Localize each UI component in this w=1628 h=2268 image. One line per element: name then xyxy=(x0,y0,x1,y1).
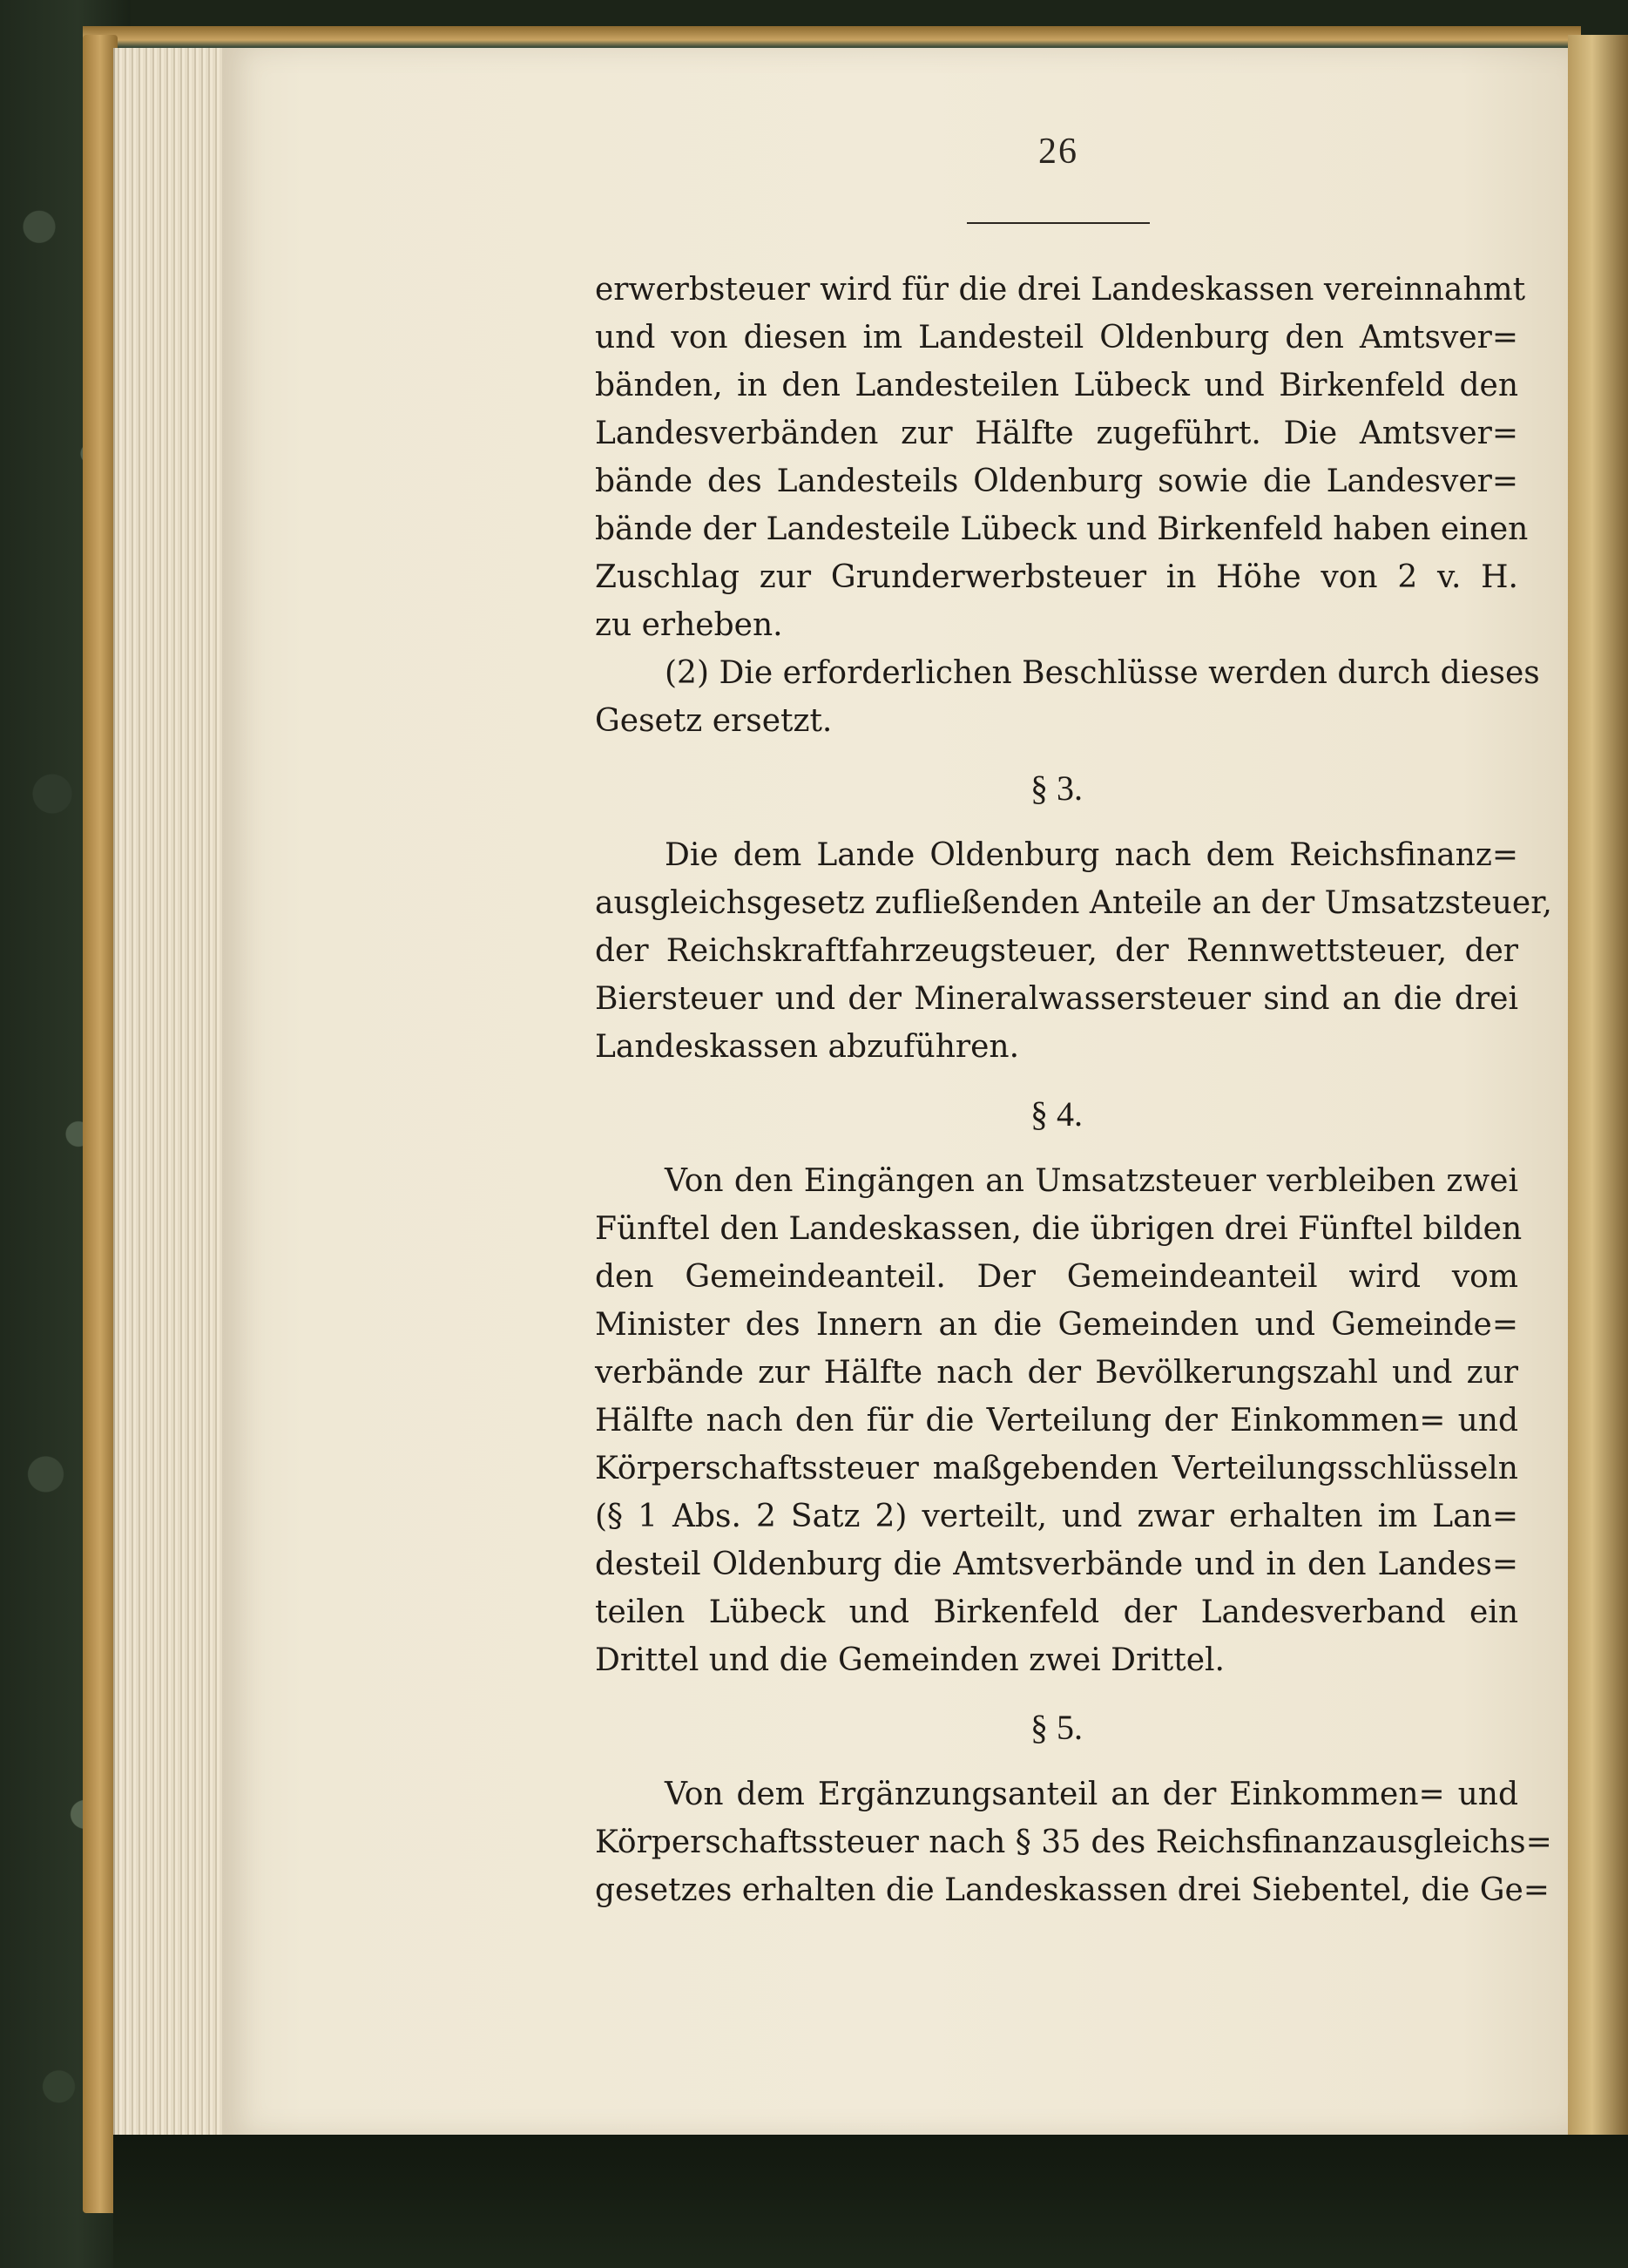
body-text xyxy=(595,266,1552,1914)
section-heading-3: § 3. xyxy=(1030,768,1083,808)
text-line: verbände zur Hälfte nach der Bevölkerungszahl und zur xyxy=(595,1355,1518,1391)
book-cover-bottom xyxy=(113,2135,1628,2268)
text-line: (§ 1 Abs. 2 Satz 2) verteilt, und zwar erhalten im Lan= xyxy=(595,1499,1518,1534)
text-line: bänden, in den Landesteilen Lübeck und Birkenfeld den xyxy=(595,368,1518,403)
section-heading-4: § 4. xyxy=(1030,1094,1083,1134)
book-cover-right xyxy=(1568,35,1628,2268)
text-line: bände des Landesteils Oldenburg sowie die Landesver= xyxy=(595,464,1518,499)
text-line: Fünftel den Landeskassen, die übrigen drei Fünftel bilden xyxy=(595,1211,1523,1247)
page-number-rule xyxy=(967,222,1150,224)
text-line: Von den Eingängen an Umsatzsteuer verbleiben zwei xyxy=(665,1163,1518,1199)
text-line: Die dem Lande Oldenburg nach dem Reichsfinanz= xyxy=(665,837,1518,873)
text-line: Zuschlag zur Grunderwerbsteuer in Höhe von 2 v. H. xyxy=(595,559,1518,595)
text-line: Minister des Innern an die Gemeinden und Gemeinde= xyxy=(595,1307,1518,1343)
text-line: und von diesen im Landesteil Oldenburg den Amtsver= xyxy=(595,320,1518,355)
book-spine-gold-edge xyxy=(83,35,118,2213)
text-line: gesetzes erhalten die Landeskassen drei Siebentel, die Ge= xyxy=(595,1872,1550,1908)
text-line: Landesverbänden zur Hälfte zugeführt. Die Amtsver= xyxy=(595,416,1518,451)
text-line: Körperschaftssteuer nach § 35 des Reichsfinanzausgleichs= xyxy=(595,1825,1552,1860)
text-line: Von dem Ergänzungsanteil an der Einkommen= und xyxy=(665,1777,1518,1812)
text-line: den Gemeindeanteil. Der Gemeindeanteil wird vom xyxy=(595,1259,1518,1295)
text-line: Landeskassen abzuführen. xyxy=(595,1029,1020,1065)
text-line: der Reichskraftfahrzeugsteuer, der Rennwettsteuer, der xyxy=(595,933,1518,969)
text-line: zu erheben. xyxy=(595,607,783,643)
text-line: Körperschaftssteuer maßgebenden Verteilungsschlüsseln xyxy=(595,1451,1518,1486)
text-line: erwerbsteuer wird für die drei Landeskassen vereinnahmt xyxy=(595,272,1526,308)
section-heading-5: § 5. xyxy=(1030,1708,1083,1747)
text-line: Drittel und die Gemeinden zwei Drittel. xyxy=(595,1642,1225,1678)
page-number: 26 xyxy=(1038,132,1078,172)
text-line: Gesetz ersetzt. xyxy=(595,703,833,739)
text-line: teilen Lübeck und Birkenfeld der Landesverband ein xyxy=(595,1594,1518,1630)
text-line: desteil Oldenburg die Amtsverbände und in den Landes= xyxy=(595,1547,1518,1582)
text-line: Hälfte nach den für die Verteilung der Einkommen= und xyxy=(595,1403,1518,1439)
text-line: (2) Die erforderlichen Beschlüsse werden durch dieses xyxy=(665,655,1540,691)
text-line: ausgleichsgesetz zufließenden Anteile an der Umsatzsteuer, xyxy=(595,885,1552,921)
text-line: bände der Landesteile Lübeck und Birkenfeld haben einen xyxy=(595,511,1529,547)
text-line: Biersteuer und der Mineralwassersteuer sind an die drei xyxy=(595,981,1518,1017)
